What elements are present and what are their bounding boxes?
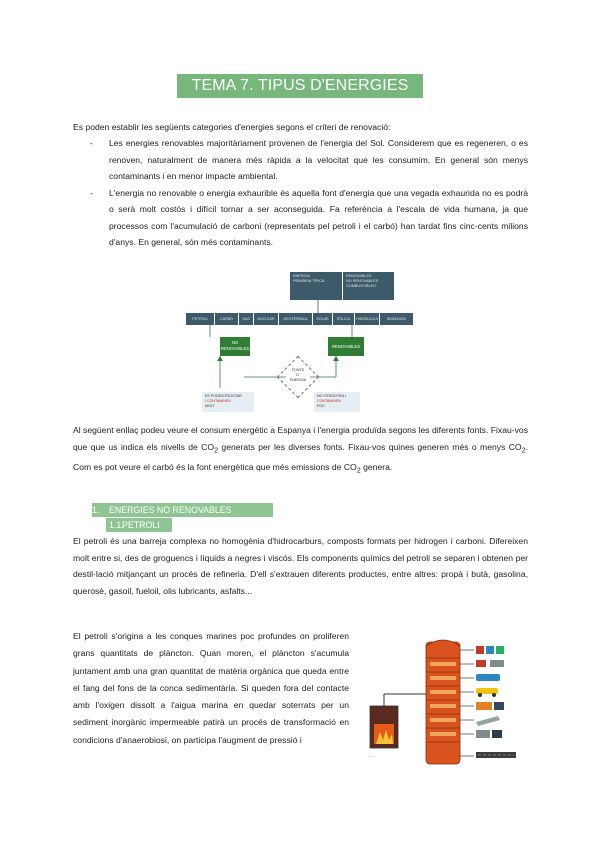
section-number: 1. [92,505,100,515]
intro-paragraph: Es poden establir les següents categories d'energies segons el criteri de renovació: [73,122,391,132]
section-label: ENERGIES NO RENOVABLES [109,505,232,515]
diagram-text: NO RENOVABLES [346,279,379,283]
renewal-categories-list [90,135,528,251]
diagram-text: ENERGIA [289,378,307,382]
diagram-center-label [282,368,314,383]
category-biomassa: BIOMASSA [380,313,414,325]
diagram-text: ENERGIA [293,274,311,278]
category-nuclear: NUCLEAR [254,313,279,325]
section-heading [92,503,273,517]
category-gas: GAS [239,313,254,325]
category-petroli: PETROLI [186,313,215,325]
diagram-text: COMBUSTIBLES [346,284,376,288]
energy-sources-diagram [186,270,414,415]
subsection-label: PETROLI [122,520,160,530]
diagram-text: RENOVABLES [346,274,372,278]
diagram-text: NO S'ESGOTEN I [317,394,347,398]
diagram-text: MOLT [205,404,215,408]
diagram-text: PRIMÀRIA TÍPICA [293,279,325,283]
non-renewable-box [220,337,250,356]
diagram-text: D' [296,373,300,377]
renewable-box: RENOVABLES [328,337,364,356]
co2-subscript: 2 [356,466,361,475]
category-solar: SOLAR [313,313,333,325]
refinery-illustration [366,636,532,774]
co2-text: genera. [360,461,393,472]
co2-subscript: 2 [521,446,526,455]
category-eolica: EÒLICA [333,313,355,325]
diagram-text: NO [231,340,239,345]
svg-text:·····: ····· [368,755,374,759]
diagram-text: POC [317,404,325,408]
co2-text: Al següent enllaç podeu veure el consum energètic a Espanya i l'energia produïda segons les diferents fonts. Fixau-vos que que us indica els nivells de CO [73,425,528,452]
petroli-origin-paragraph: El petroli s'origina a les conques marines poc profundes on proliferen grans quantitats de plàncton. Quan moren, el plàncton s'acumula juntament amb una gran quantitat de matèria orgànica que queda entre el fang del fons de la conca sedimentària. Si queden fora del contacte amb l'oxigen dissolt a l'aigua marina en quedar soterrats per un sediment inorgànic impermeable patirà un procés de transformació en condicions d'anaerobiosi, on participa l'augment de pressió i [73,631,349,745]
diagram-text: CONTAMINEN [317,399,341,403]
category-hidraulica: HIDRÀULICA [355,313,380,325]
non-renewable-note [202,392,254,412]
diagram-text: RENOVABLES [220,346,250,351]
list-item: - Les energies renovables majoritàriament provenen de l'energia del Sol. Considerem que es regeneren, o es renoven, naturalment de manera més ràpida a la velocitat que les consumim. En general són menys contaminants i en menor impacte ambiental. [90,135,528,185]
co2-text: . Com es pot veure el carbó és la font energètica que més emissions de CO [73,441,528,472]
diagram-text: FONTS [291,368,305,372]
petroli-paragraph: El petroli és una barreja complexa no homogènia d'hidrocarburs, composts formats per hidrogen i carboni. Difereixen molt entre si, des de groguencs i líquids a negres i viscós. Els components químics del petroli se separen i obtenen per destil·lació mitjançant un procés de refineria. D'ell s'extrauen diferents productes, entre altres: propà i butà, gasolina, querosè, gasoil, fueloil, olis lubricants, asfalts... [73,536,528,596]
subsection-number: 1.1. [109,520,124,530]
co2-text: generats per les diverses fonts. Fixau-vos quines generen més o menys CO [218,441,522,452]
category-geotermica: GEOTÈRMICA [279,313,313,325]
diagram-text: ES PODEN ESGOTAR [205,394,242,398]
list-item: - L'energia no renovable o energia exhaurible és aquella font d'energia que una vegada exhaurida no es podrà o serà molt costós i difícil tornar a ser aconseguida. Fa referència a l'escala de vida humana, ja que processos com l'acumulació de carboni (representats pel petroli i el carbó) han tardat fins cinc-cents milions d'anys. En general, són més contaminants. [90,185,528,251]
diagram-text: I CONTAMINEN [205,399,231,403]
co2-paragraph [73,422,528,479]
page-title: TEMA 7. TIPUS D'ENERGIES [177,74,423,98]
category-carbo: CARBÓ [215,313,239,325]
subsection-heading [106,518,172,532]
co2-subscript: 2 [214,446,219,455]
renewable-note [314,392,360,412]
